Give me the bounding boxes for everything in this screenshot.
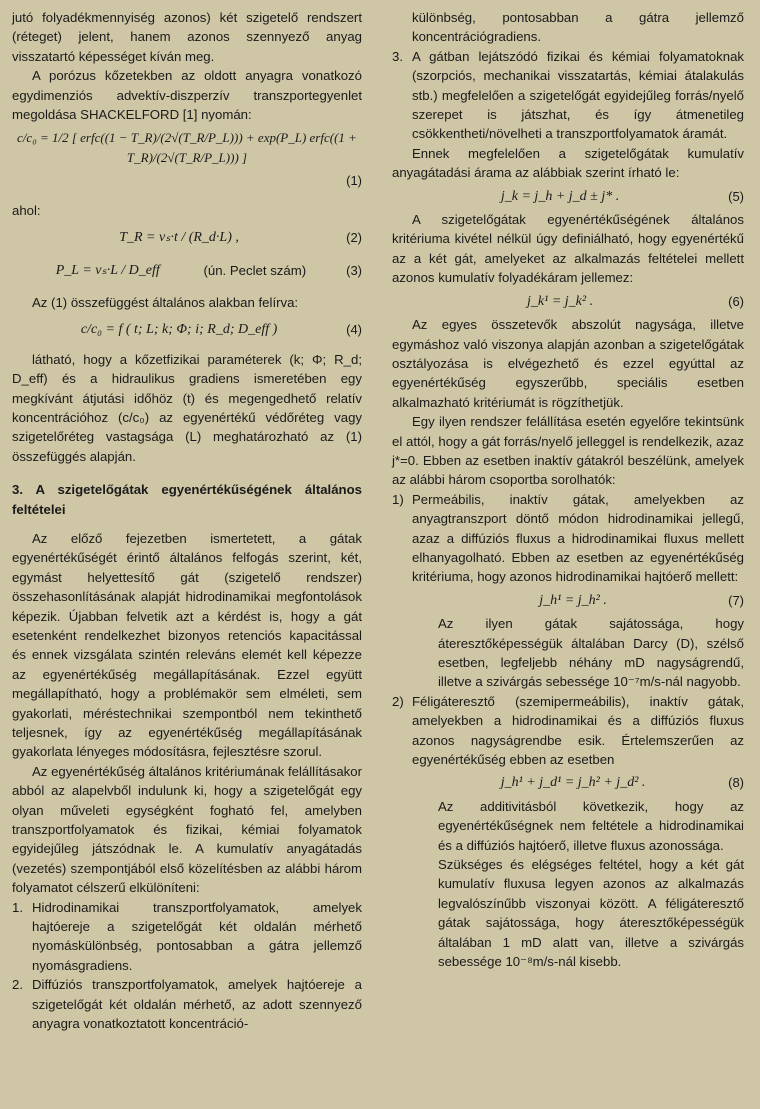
list-item	[392, 692, 744, 770]
paragraph: Szükséges és elégséges feltétel, hogy a két gát kumulatív fluxusa legyen azonos az alkalmazás legvalószínűbb viszonyai között. A féligáteresztő gátak sajátossága, hogy áteresztőképességük általában 1 mD alatt van, illetve a szivárgás sebessége 10⁻⁸m/s-nál kisebb.	[438, 857, 744, 970]
equation-8	[392, 773, 744, 792]
equation-number: (3)	[346, 263, 362, 279]
equation-text: T_R = vₛ·t / (R_d·L) ,	[119, 230, 239, 246]
paragraph: A szigetelőgátak egyenértékűségének általános kritériuma kivétel nélkül úgy definiálható, hogy egyenértékű az a két gát, amelyeket az alkalmazás feltételei mellett azonos kumulatív folyadékáram jellemez:	[392, 212, 744, 286]
list-item	[392, 47, 744, 144]
list-number: 2.	[12, 977, 23, 993]
paragraph: Egy ilyen rendszer felállítása esetén egyelőre tekintsünk el attól, hogy a gát forrás/nyelő jelleggel is rendelkezik, azaz j*=0. Ebben az esetben inaktív gátakról beszélünk, amelyek az alábbi három csoportba sorolhatók:	[392, 414, 744, 488]
paragraph: Az ilyen gátak sajátossága, hogy áteresztőképességük általában Darcy (D), szélső esetben, legfeljebb néhány mD nagyságrendű, illetve a szivárgás sebessége 10⁻⁷m/s-nál nagyobb.	[438, 616, 744, 690]
list-number: 2)	[392, 693, 404, 709]
equation-5	[392, 187, 744, 206]
paragraph: Az additivitásból következik, hogy az egyenértékűségnek nem feltétele a hidrodinamikai és a diffúziós hajtóerő, illetve fluxus azonossága.	[438, 798, 744, 853]
paragraph: jutó folyadékmennyiség azonos) két szigetelő rendszert (réteget) jelent, hanem azonos szennyező anyag visszatartó képességet kíván meg.	[12, 10, 362, 64]
paragraph: Az (1) összefüggést általános alakban felírva:	[32, 294, 299, 310]
equation-note: (ún. Peclet szám)	[203, 263, 307, 279]
paragraph: Az egyenértékűség általános kritériumának felállításakor abból az alapelvből indulunk ki, hogy a szigetelőgát egy olyan műveleti egységként fogható fel, amelyben transzportfolyamatok és fizikai, kémiai folyamatok egyidejűleg játszódnak le. A kumulatív anyagátadás (vezetés) szempontjából első közelítésben az alábbi három folyamatot célszerű elkülöníteni:	[12, 763, 362, 896]
equation-4	[12, 320, 362, 339]
equation-number: (2)	[346, 230, 362, 246]
list-number: 1.	[12, 899, 23, 915]
list-item	[392, 490, 744, 587]
list-item	[12, 898, 362, 976]
paragraph: ahol:	[12, 202, 41, 218]
paragraph: látható, hogy a kőzetfizikai paraméterek (k; Φ; R_d; D_eff) és a hidraulikus gradiens ismeretében egy megkívánt átjutási időhöz (t) és megengedhető relatív koncentrációhoz (c/c₀) az egyenértékű védőréteg vagy szigetelőréteg vastagsága (L) meghatározható az (1) összefüggés alapján.	[12, 351, 362, 464]
section-heading: 3. A szigetelőgátak egyenértékűségének általános feltételei	[12, 482, 362, 517]
equation-number: (8)	[728, 775, 744, 791]
equation-text: j_h¹ + j_d¹ = j_h² + j_d² .	[500, 775, 646, 791]
equation-text: P_L = vₛ·L / D_eff	[55, 263, 160, 279]
paragraph: Ennek megfelelően a szigetelőgátak kumulatív anyagátadási árama az alábbiak szerint írható le:	[392, 145, 744, 181]
paragraph: különbség, pontosabban a gátra jellemző koncentrációgradiens.	[412, 10, 744, 45]
equation-number: (4)	[346, 322, 362, 338]
list-number: 1)	[392, 491, 404, 507]
equation-number: (7)	[728, 592, 744, 608]
equation-text: j_k¹ = j_k² .	[527, 293, 594, 309]
equation-6	[392, 292, 744, 311]
equation-text: c/c₀ = 1/2 [ erfc((1 − T_R)/(2√(T_R/P_L))) + exp(P_L) erfc((1 + T_R)/(2√(T_R/P_L))) ]	[17, 130, 357, 165]
equation-number: (5)	[728, 188, 744, 204]
equation-3	[12, 261, 362, 280]
equation-1-number-row	[12, 171, 362, 190]
list-text: A gátban lejátszódó fizikai és kémiai folyamatoknak (szorpciós, mechanikai visszatartás, kémiai átalakulás stb.) megfelelően a szigetelőgát egyidejűleg forrás/nyelő szerepet is játszhat, és így átmenetileg csökkentheti/növelheti a transzportfolyamatok áramát.	[412, 48, 744, 142]
left-column	[12, 8, 362, 1034]
paragraph: A porózus kőzetekben az oldott anyagra vonatkozó egydimenziós advektív-diszperzív transzportegyenlet megoldása SHACKELFORD [1] nyomán:	[12, 68, 362, 123]
list-text: Diffúziós transzportfolyamatok, amelyek hajtóereje a szigetelőgát két oldalán mérhető, az adott szennyező anyagra vonatkoztatott koncentráció-	[32, 977, 362, 1032]
equation-text: c/c₀ = f ( t; L; k; Φ; i; R_d; D_eff )	[80, 322, 278, 338]
equation-text: j_k = j_h + j_d ± j* .	[500, 188, 620, 204]
list-text: Permeábilis, inaktív gátak, amelyekben az anyagtranszport döntő módon hidrodinamikai jellegű, azaz a diffúziós fluxus a hidrodinamikai fluxus mellett elhanyagolható. Ebben az esetben az egyenértékűség kritériuma, hogy azonos hidrodinamikai hajtóerő mellett:	[412, 491, 744, 585]
list-text: Hidrodinamikai transzportfolyamatok, amelyek hajtóereje a szigetelőgát két oldalán mérhető nyomáskülönbség, pontosabban a gátra jellemző nyomásgradiens.	[32, 899, 362, 973]
equation-1	[12, 128, 362, 167]
paragraph: Az előző fejezetben ismertetett, a gátak egyenértékűségét érintő általános felfogás szerint, két, egymást helyettesítő gát (szigetelő rendszer) összehasonlításának alapját hidrodinamikai megfontolások képezik. Újabban felvetik azt a kérdést is, hogy a gát esetenként rendelkezhet bizonyos retenciós kapacitással és ennek vizsgálata szintén releváns elemét kell képezze az egyenértékűség megállapításának. Ezzel együtt megállapítható, hogy a problémakör sem elméleti, sem gyakorlati, méréstechnikai szempontból nem tekinthető teljesnek, így az egyenértékűség megállapításának gyakorlata lényeges módosításra, fejlesztésre szorul.	[12, 530, 362, 760]
list-item	[12, 975, 362, 1033]
equation-number: (6)	[728, 293, 744, 309]
equation-text: j_h¹ = j_h² .	[539, 592, 607, 608]
list-number: 3.	[392, 48, 403, 64]
list-text: Féligáteresztő (szemipermeábilis), inaktív gátak, amelyekben a hidrodinamikai és a diffúziós fluxus azonos nagyságrendbe esik. Értelemszerűen az egyenértékűség ebben az esetben	[412, 693, 744, 768]
equation-7	[392, 591, 744, 610]
equation-2	[12, 228, 362, 247]
paragraph: Az egyes összetevők abszolút nagysága, illetve egymáshoz való viszonya alapján azonban a szigetelőgátak osztályozása is elvégezhető és ezzel egyúttal az egyenértékűség egyszerűbb, speciális esetben alkalmazható kritériumát is rögzíthetjük.	[392, 317, 744, 410]
right-column	[392, 8, 744, 972]
equation-number: (1)	[346, 173, 362, 189]
